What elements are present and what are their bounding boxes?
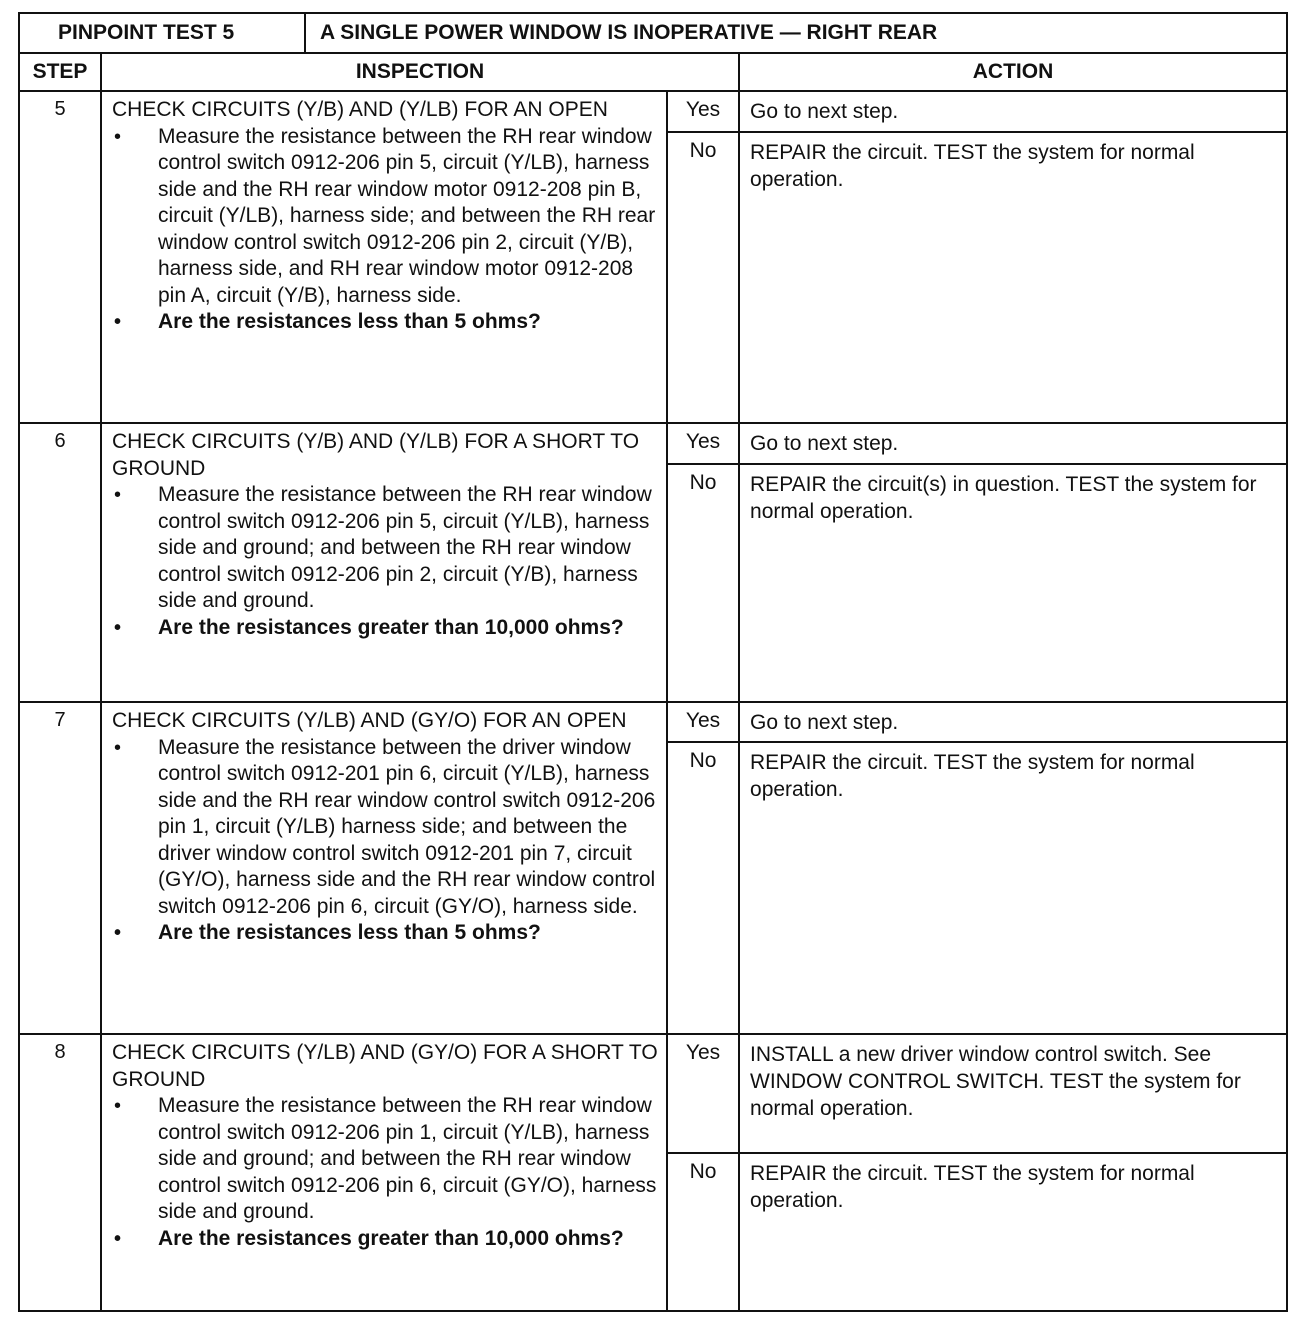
table-row xyxy=(19,91,1287,132)
measure-bullet: • Measure the resistance between the RH rear window control switch 0912-206 pin 5, circuit (Y/LB), harness side and the RH rear window motor 0912-208 pin B, circuit (Y/LB), harness side; and between the RH rear window control switch 0912-206 pin 2, circuit (Y/B), harness side, and RH rear window motor 0912-208 pin A, circuit (Y/B), harness side. xyxy=(158,124,658,310)
test-title: A SINGLE POWER WINDOW IS INOPERATIVE — RIGHT REAR xyxy=(305,13,1287,53)
step-column-header: STEP xyxy=(19,53,101,91)
yes-label: Yes xyxy=(667,91,739,132)
inspection-cell xyxy=(101,423,667,702)
inspection-list xyxy=(112,482,658,641)
question-bullet: • Are the resistances greater than 10,000 ohms? xyxy=(158,615,658,642)
pinpoint-test-document xyxy=(18,12,1286,1312)
no-label: No xyxy=(667,742,739,1034)
no-label: No xyxy=(667,464,739,702)
yes-action: Go to next step. xyxy=(739,702,1287,742)
step-number: 8 xyxy=(19,1034,101,1311)
no-action: REPAIR the circuit(s) in question. TEST the system for normal operation. xyxy=(739,464,1287,702)
measure-bullet: • Measure the resistance between the driver window control switch 0912-201 pin 6, circuit (Y/LB), harness side and the RH rear window control switch 0912-206 pin 1, circuit (Y/LB) harness side; and between the driver window control switch 0912-201 pin 7, circuit (GY/O), harness side and the RH rear window control switch 0912-206 pin 6, circuit (GY/O), harness side. xyxy=(158,735,658,921)
table-row xyxy=(19,702,1287,742)
inspection-list xyxy=(112,124,658,336)
no-action: REPAIR the circuit. TEST the system for normal operation. xyxy=(739,132,1287,423)
inspection-heading: CHECK CIRCUITS (Y/LB) AND (GY/O) FOR A SHORT TO GROUND xyxy=(112,1041,658,1091)
inspection-column-header: INSPECTION xyxy=(101,53,739,91)
action-column-header: ACTION xyxy=(739,53,1287,91)
step-number: 5 xyxy=(19,91,101,423)
yes-label: Yes xyxy=(667,423,739,464)
question-bullet: • Are the resistances greater than 10,000 ohms? xyxy=(158,1226,658,1253)
step-number: 6 xyxy=(19,423,101,702)
no-action: REPAIR the circuit. TEST the system for normal operation. xyxy=(739,742,1287,1034)
yes-action: Go to next step. xyxy=(739,423,1287,464)
measure-bullet: • Measure the resistance between the RH rear window control switch 0912-206 pin 5, circuit (Y/LB), harness side and ground; and between the RH rear window control switch 0912-206 pin 2, circuit (Y/B), harness side and ground. xyxy=(158,482,658,615)
step-number: 7 xyxy=(19,702,101,1034)
inspection-list xyxy=(112,735,658,947)
yes-label: Yes xyxy=(667,702,739,742)
table-row xyxy=(19,1034,1287,1153)
table-row xyxy=(19,423,1287,464)
no-label: No xyxy=(667,132,739,423)
test-label: PINPOINT TEST 5 xyxy=(19,13,305,53)
inspection-heading: CHECK CIRCUITS (Y/B) AND (Y/LB) FOR AN OPEN xyxy=(112,98,608,121)
column-header-row xyxy=(19,53,1287,91)
inspection-list xyxy=(112,1093,658,1252)
inspection-heading: CHECK CIRCUITS (Y/B) AND (Y/LB) FOR A SHORT TO GROUND xyxy=(112,430,640,480)
no-action: REPAIR the circuit. TEST the system for normal operation. xyxy=(739,1153,1287,1311)
inspection-cell xyxy=(101,1034,667,1311)
measure-bullet: • Measure the resistance between the RH rear window control switch 0912-206 pin 1, circuit (Y/LB), harness side and ground; and between the RH rear window control switch 0912-206 pin 6, circuit (GY/O), harness side and ground. xyxy=(158,1093,658,1226)
yes-label: Yes xyxy=(667,1034,739,1153)
pinpoint-test-table xyxy=(18,12,1288,1312)
inspection-cell xyxy=(101,91,667,423)
no-label: No xyxy=(667,1153,739,1311)
question-bullet: • Are the resistances less than 5 ohms? xyxy=(158,309,658,336)
inspection-heading: CHECK CIRCUITS (Y/LB) AND (GY/O) FOR AN OPEN xyxy=(112,709,627,732)
test-header-row xyxy=(19,13,1287,53)
question-bullet: • Are the resistances less than 5 ohms? xyxy=(158,920,658,947)
yes-action: INSTALL a new driver window control switch. See WINDOW CONTROL SWITCH. TEST the system for normal operation. xyxy=(739,1034,1287,1153)
yes-action: Go to next step. xyxy=(739,91,1287,132)
inspection-cell xyxy=(101,702,667,1034)
